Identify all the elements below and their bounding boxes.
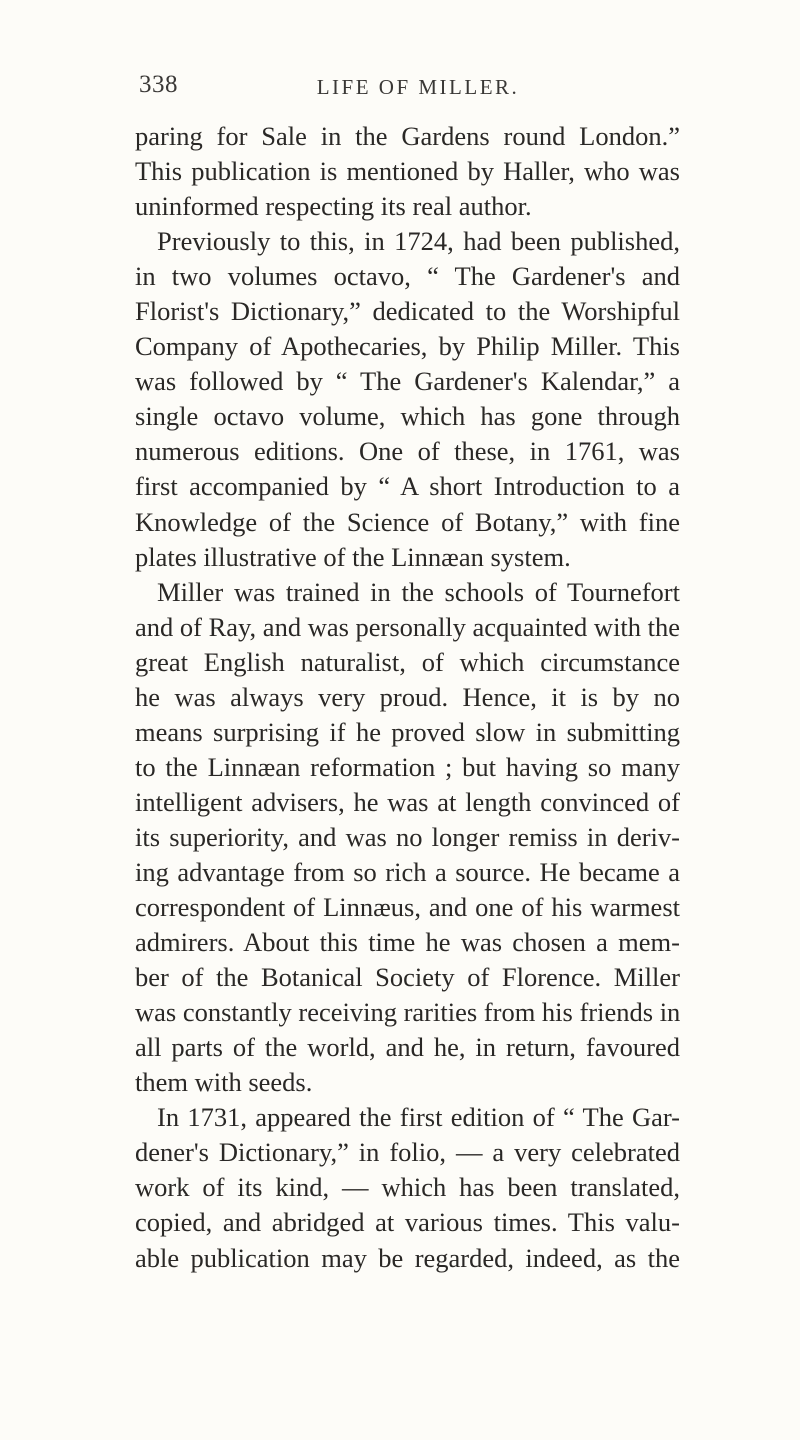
text-line: admirers. About this time he was chosen a mem- — [135, 927, 680, 958]
text-line: its superiority, and was no longer remiss in deriv- — [135, 821, 680, 852]
text-line: copied, and abridged at various times. This valu- — [135, 1207, 680, 1238]
text-line: plates illustrative of the Linnæan system. — [135, 541, 571, 572]
running-head: LIFE OF MILLER. — [316, 75, 520, 99]
text-line: all parts of the world, and he, in return, favoured — [135, 1032, 680, 1063]
text-line: was followed by “ The Gardener's Kalendar,” a — [135, 366, 680, 397]
text-line: ber of the Botanical Society of Florence. Miller — [135, 962, 680, 993]
text-line: means surprising if he proved slow in submitting — [135, 716, 680, 747]
text-line: and of Ray, and was personally acquainted with the — [135, 611, 681, 642]
text-line: correspondent of Linnæus, and one of his warmest — [135, 892, 680, 923]
text-line: Previously to this, in 1724, had been published, — [157, 226, 680, 257]
text-line: ing advantage from so rich a source. He became a — [135, 856, 680, 887]
text-line: he was always very proud. Hence, it is by no — [135, 681, 680, 712]
text-line: This publication is mentioned by Haller, who was — [135, 156, 680, 187]
text-line: Florist's Dictionary,” dedicated to the Worshipful — [135, 296, 680, 327]
text-line: in two volumes octavo, “ The Gardener's and — [135, 261, 680, 292]
text-line: uninformed respecting its real author. — [135, 191, 532, 222]
text-line: paring for Sale in the Gardens round London.” — [135, 121, 680, 151]
text-line: Company of Apothecaries, by Philip Miller. This — [135, 331, 680, 362]
text-line: Miller was trained in the schools of Tournefort — [157, 576, 680, 607]
text-line: dener's Dictionary,” in folio, — a very celebrated — [135, 1137, 680, 1168]
text-line: able publication may be regarded, indeed, as the — [135, 1242, 680, 1273]
text-line: to the Linnæan reformation ; but having so many — [135, 751, 680, 782]
text-line: intelligent advisers, he was at length convinced of — [135, 786, 680, 817]
page-number: 338 — [139, 71, 178, 98]
text-line: numerous editions. One of these, in 1761, was — [135, 436, 680, 467]
text-line: them with seeds. — [135, 1067, 313, 1098]
text-line: great English naturalist, of which circumstance — [135, 646, 680, 677]
text-line: In 1731, appeared the first edition of “ The Gar- — [157, 1102, 680, 1133]
text-line: was constantly receiving rarities from his friends in — [135, 997, 681, 1028]
text-line: first accompanied by “ A short Introduction to a — [135, 471, 680, 502]
body-text — [135, 119, 680, 1276]
text-line: work of its kind, — which has been translated, — [135, 1172, 680, 1203]
text-line: Knowledge of the Science of Botany,” with fine — [135, 506, 680, 537]
text-line: single octavo volume, which has gone through — [135, 401, 680, 432]
